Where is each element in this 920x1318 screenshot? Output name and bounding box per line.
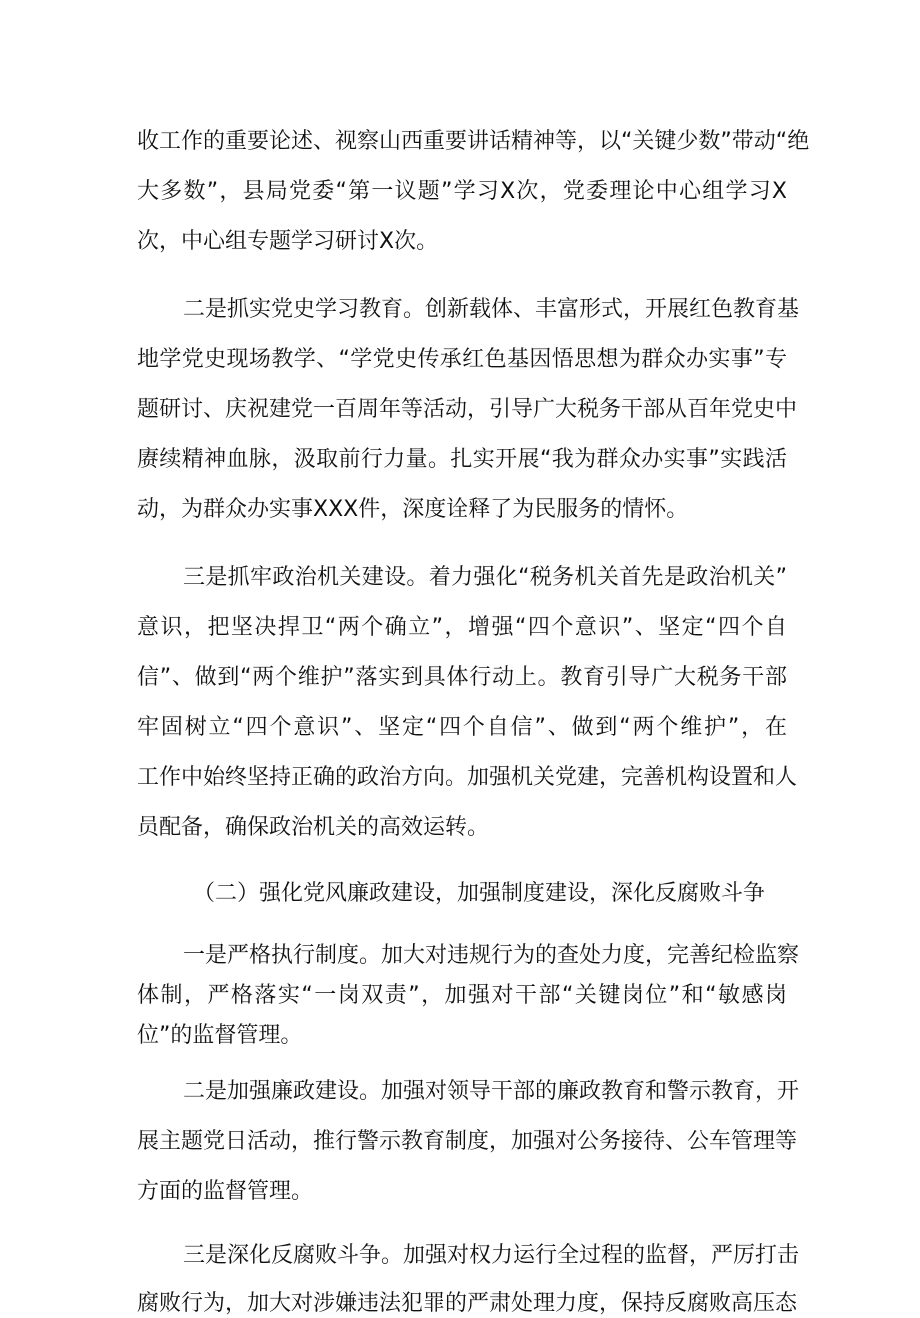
text-line: 方面的监督管理。: [137, 1179, 314, 1204]
text-line: 次，中心组专题学习研讨X次。: [137, 229, 439, 254]
text-line: 位”的监督管理。: [137, 1023, 303, 1048]
text-line: 牢固树立“四个意识”、坚定“四个自信”、做到“两个维护”，在: [137, 715, 787, 740]
text-line: 信”、做到“两个维护”落实到具体行动上。教育引导广大税务干部: [137, 665, 787, 690]
text-line: 题研讨、庆祝建党一百周年等活动，引导广大税务干部从百年党史中: [137, 397, 798, 422]
text-line: 腐败行为，加大对涉嫌违法犯罪的严肃处理力度，保持反腐败高压态: [137, 1291, 798, 1316]
text-line: 三是深化反腐败斗争。加强对权力运行全过程的监督，严厉打击: [183, 1243, 800, 1268]
text-line: 意识，把坚决捍卫“两个确立”，增强“四个意识”、坚定“四个自: [137, 615, 787, 640]
text-line: 收工作的重要论述、视察山西重要讲话精神等，以“关键少数”带动“绝: [137, 129, 810, 154]
text-line: 二是抓实党史学习教育。创新载体、丰富形式，开展红色教育基: [183, 297, 800, 322]
text-line: 体制，严格落实“一岗双责”，加强对干部“关键岗位”和“敏感岗: [137, 983, 787, 1008]
text-line: 赓续精神血脉，汲取前行力量。扎实开展“我为群众办实事”实践活: [137, 447, 787, 472]
text-line: 工作中始终坚持正确的政治方向。加强机关党建，完善机构设置和人: [137, 765, 798, 790]
section-heading: （二）强化党风廉政建设，加强制度建设，深化反腐败斗争: [193, 881, 766, 906]
text-line: 展主题党日活动，推行警示教育制度，加强对公务接待、公车管理等: [137, 1129, 798, 1154]
text-line: 二是加强廉政建设。加强对领导干部的廉政教育和警示教育，开: [183, 1079, 800, 1104]
text-line: 三是抓牢政治机关建设。着力强化“税务机关首先是政治机关”: [183, 565, 787, 590]
text-line: 地学党史现场教学、“学党史传承红色基因悟思想为群众办实事”专: [137, 347, 787, 372]
text-line: 员配备，确保政治机关的高效运转。: [137, 815, 490, 840]
text-line: 动，为群众办实事XXX件，深度诠释了为民服务的情怀。: [137, 497, 689, 522]
text-line: 一是严格执行制度。加大对违规行为的查处力度，完善纪检监察: [183, 943, 800, 968]
text-line: 大多数”，县局党委“第一议题”学习X次，党委理论中心组学习X: [137, 179, 787, 204]
